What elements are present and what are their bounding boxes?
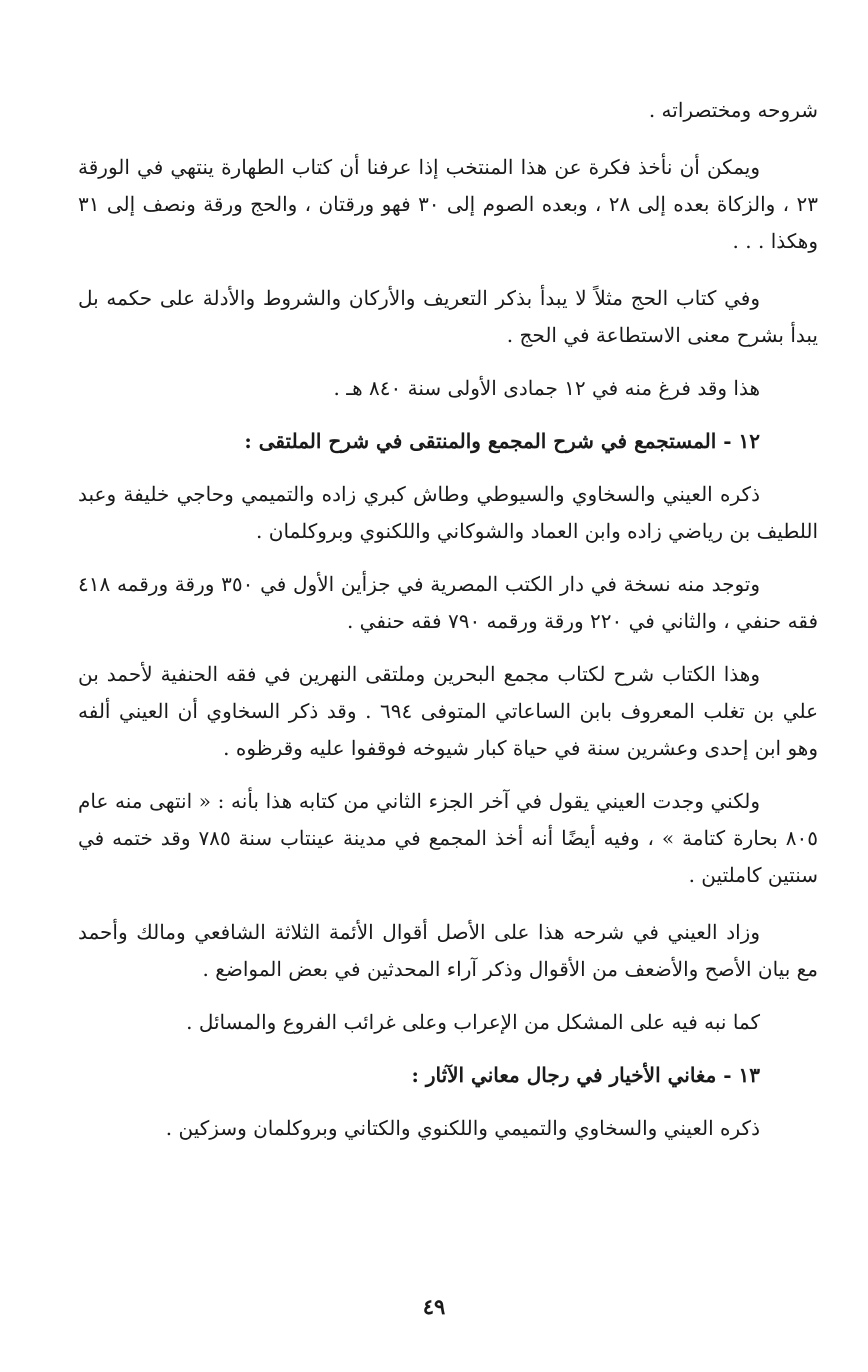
paragraph-book-description: وهذا الكتاب شرح لكتاب مجمع البحرين وملتقى النهرين في فقه الحنفية لأحمد بن علي بن تغلب المعروف بابن الساعاتي المتوفى ٦٩٤ . وقد ذكر السخاوي أن العيني ألفه وهو ابن إحدى وعشرين سنة في حياة كبار شيوخه فوقفوا عليه وقرظوه .	[78, 662, 818, 760]
paragraph-additions: وزاد العيني في شرحه هذا على الأصل أقوال الأئمة الثلاثة الشافعي ومالك وأحمد مع بيان الأصح والأضعف من الأقوال وذكر آراء المحدثين في بعض المواضع .	[78, 920, 818, 981]
section-heading-13: ١٣ - مغاني الأخيار في رجال معاني الآثار :	[411, 1063, 760, 1087]
section-heading-12: ١٢ - المستجمع في شرح المجمع والمنتقى في شرح الملتقى :	[244, 429, 760, 453]
paragraph-continuation: شروحه ومختصراته .	[648, 98, 818, 122]
paragraph-grammar-notes: كما نبه فيه على المشكل من الإعراب وعلى غرائب الفروع والمسائل .	[186, 1010, 760, 1034]
paragraph-manuscript-sections: ويمكن أن نأخذ فكرة عن هذا المنتخب إذا عرفنا أن كتاب الطهارة ينتهي في الورقة ٢٣ ، والزكاة بعده إلى ٢٨ ، وبعده الصوم إلى ٣٠ فهو ورقتان ، والحج ورقة ونصف إلى ٣١ وهكذا . . .	[78, 155, 818, 253]
book-page-text	[78, 92, 818, 1147]
paragraph-hajj-example: وفي كتاب الحج مثلاً لا يبدأ بذكر التعريف والأركان والشروط والأدلة على حكمه بل يبدأ بشرح معنى الاستطاعة في الحج .	[78, 286, 818, 347]
paragraph-mentioned-by: ذكره العيني والسخاوي والسيوطي وطاش كبري زاده والتميمي وحاجي خليفة وعبد اللطيف بن رياضي زاده وابن العماد والشوكاني واللكنوي وبروكلمان .	[78, 482, 818, 543]
page-number: ٤٩	[422, 1294, 446, 1319]
paragraph-manuscript-copy: وتوجد منه نسخة في دار الكتب المصرية في جزأين الأول في ٣٥٠ ورقة ورقمه ٤١٨ فقه حنفي ، والثاني في ٢٢٠ ورقة ورقمه ٧٩٠ فقه حنفي .	[78, 572, 818, 633]
paragraph-completion-date: هذا وقد فرغ منه في ١٢ جمادى الأولى سنة ٨٤٠ هـ .	[333, 376, 760, 400]
paragraph-completion-note: ولكني وجدت العيني يقول في آخر الجزء الثاني من كتابه هذا بأنه : « انتهى منه عام ٨٠٥ بحارة كتامة » ، وفيه أيضًا أنه أخذ المجمع في مدينة عينتاب سنة ٧٨٥ وقد ختمه في سنتين كاملتين .	[78, 789, 818, 887]
paragraph-mentioned-by-13: ذكره العيني والسخاوي والتميمي واللكنوي والكتاني وبروكلمان وسزكين .	[165, 1116, 760, 1140]
